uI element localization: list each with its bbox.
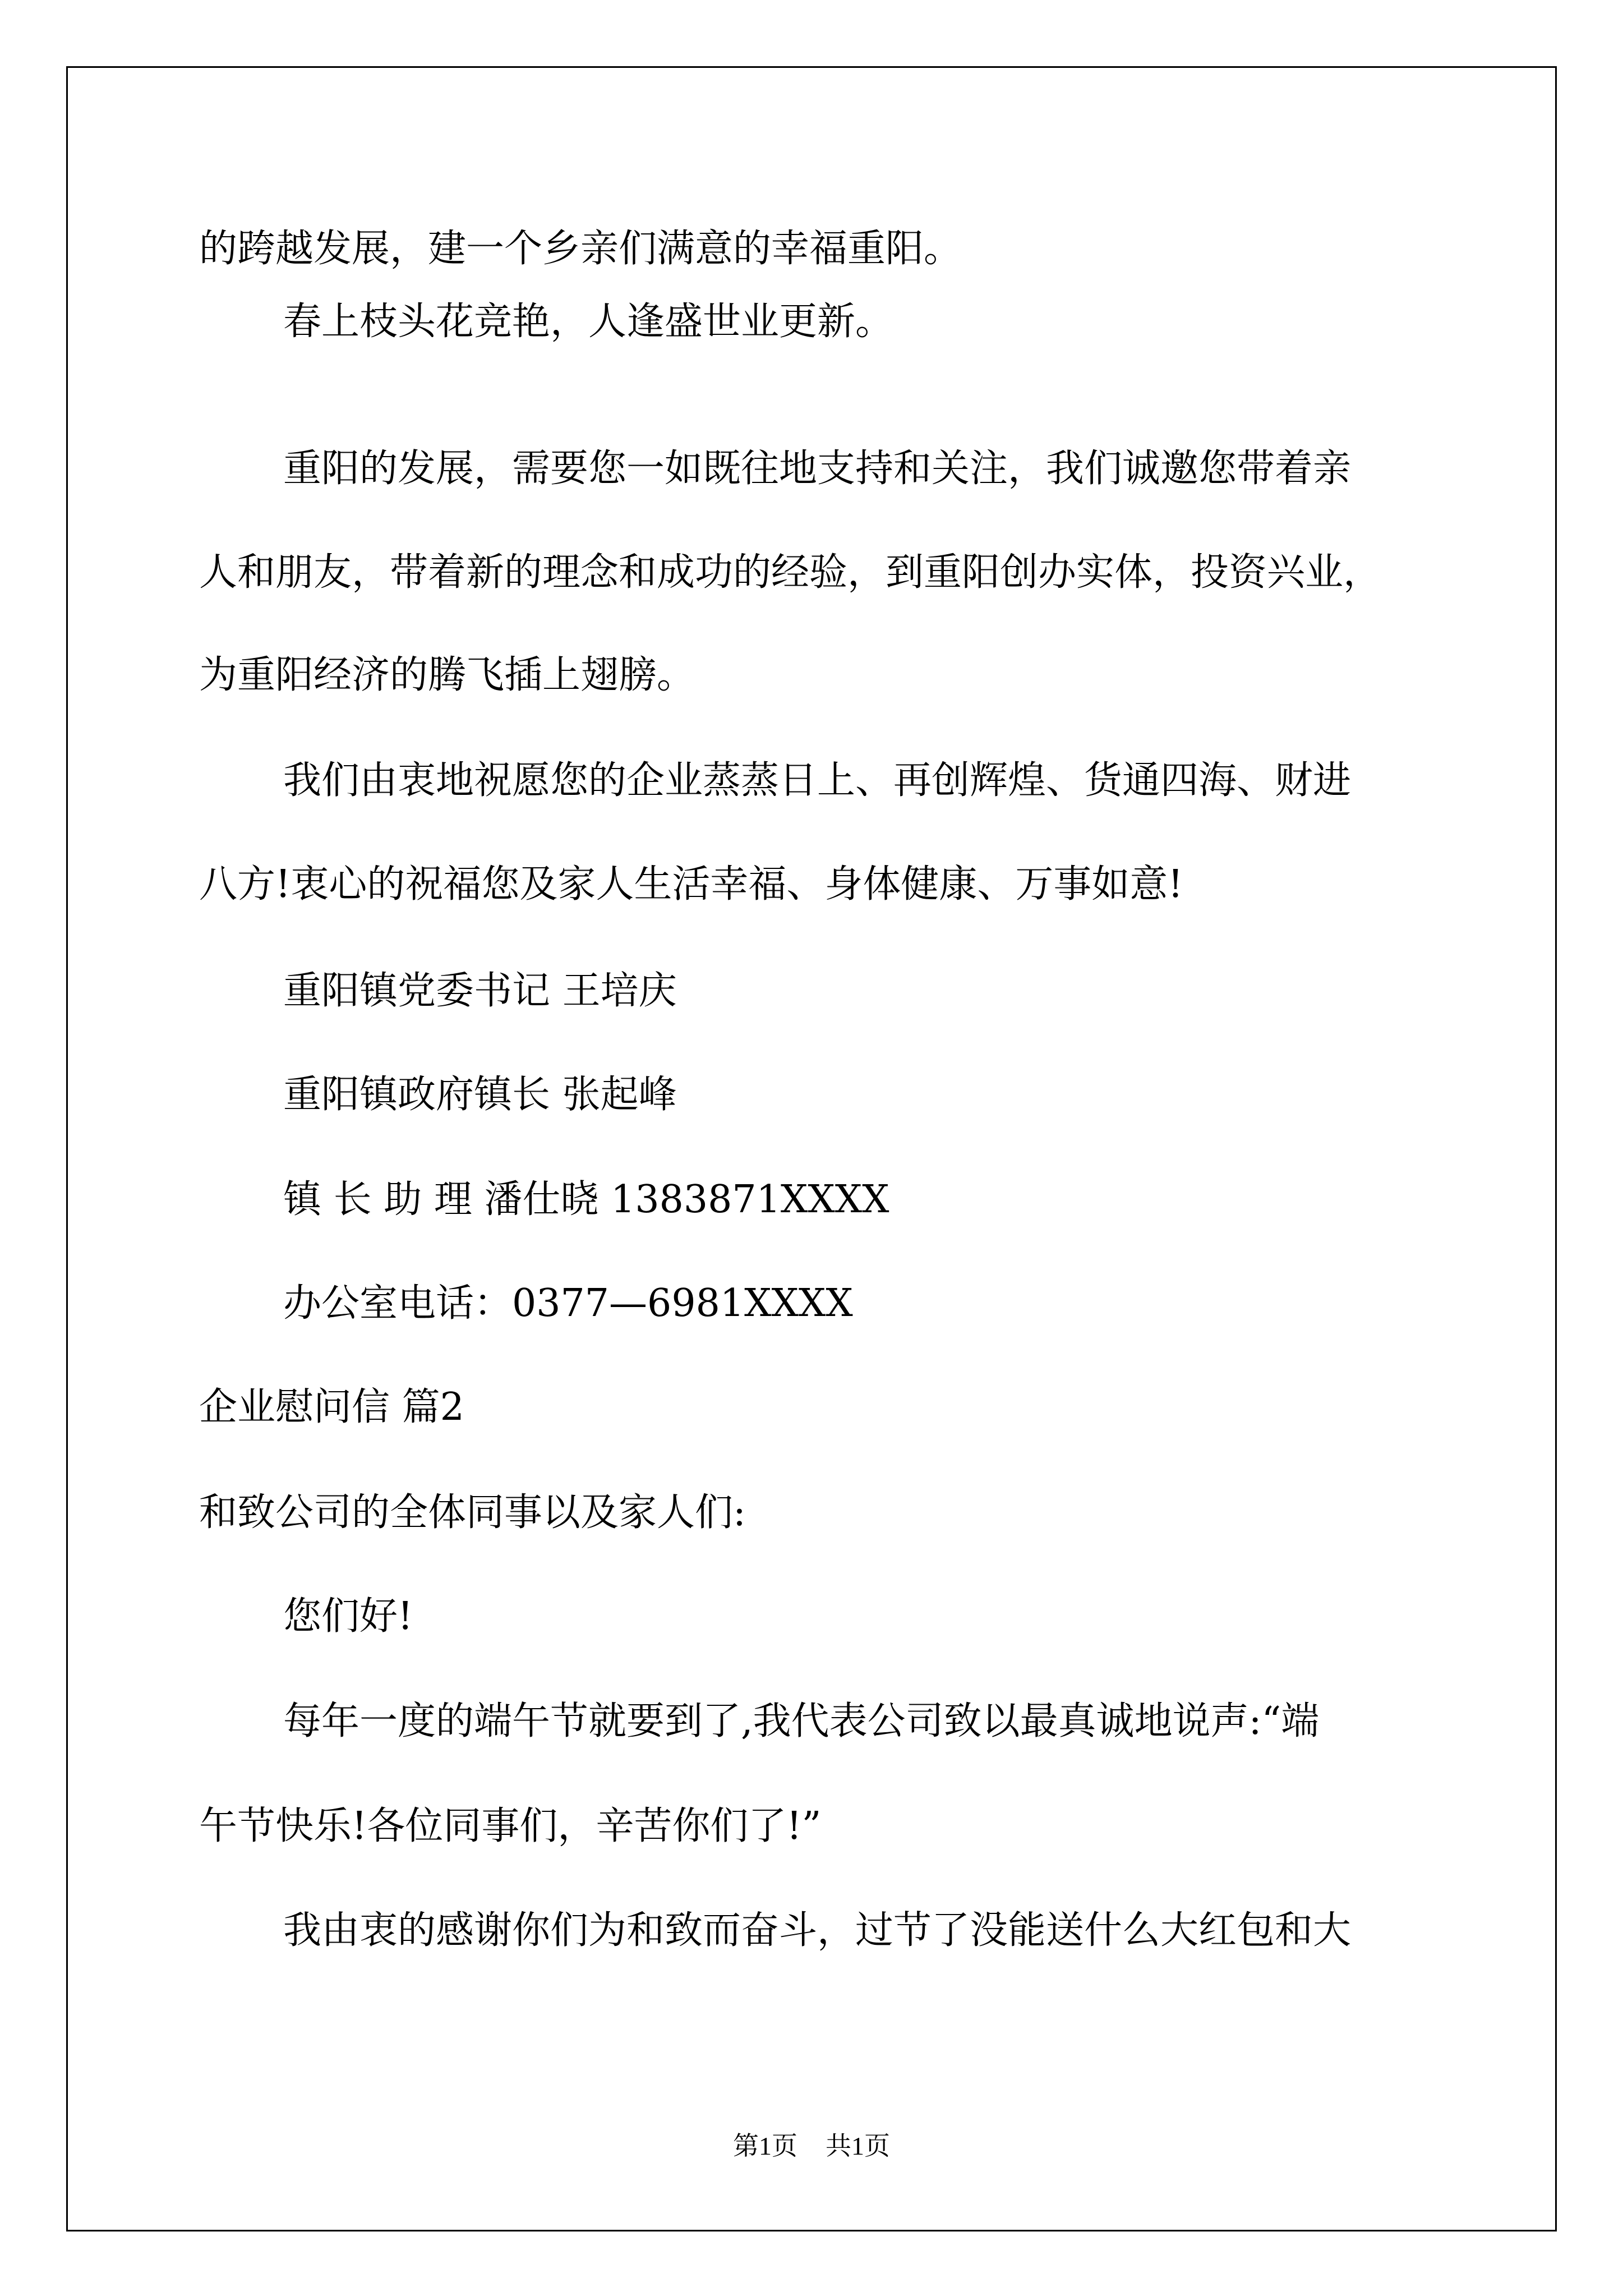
page-border	[66, 66, 1557, 2231]
paragraph-line: 八方!衷心的祝福您及家人生活幸福、身体健康、万事如意!	[199, 862, 1183, 907]
page-total: 共1页	[826, 2132, 890, 2160]
page-number: 第1页	[733, 2132, 797, 2160]
paragraph-line: 我由衷的感谢你们为和致而奋斗，过节了没能送什么大红包和大	[283, 1908, 1352, 1953]
paragraph-line: 的跨越发展，建一个乡亲们满意的幸福重阳。	[199, 227, 962, 271]
office-phone: 办公室电话：0377—6981XXXX	[283, 1281, 853, 1326]
greeting: 您们好!	[283, 1594, 413, 1639]
signature-party-secretary: 重阳镇党委书记 王培庆	[283, 969, 677, 1013]
paragraph-line: 春上枝头花竞艳，人逢盛世业更新。	[283, 300, 894, 344]
section-heading: 企业慰问信 篇2	[199, 1385, 464, 1429]
paragraph-line: 午节快乐!各位同事们，辛苦你们了!”	[199, 1804, 822, 1848]
signature-mayor: 重阳镇政府镇长 张起峰	[283, 1073, 677, 1117]
paragraph-line: 重阳的发展，需要您一如既往地支持和关注，我们诚邀您带着亲	[283, 447, 1352, 491]
paragraph-line: 我们由衷地祝愿您的企业蒸蒸日上、再创辉煌、货通四海、财进	[283, 758, 1352, 803]
paragraph-line: 每年一度的端午节就要到了,我代表公司致以最真诚地说声:“端	[283, 1699, 1320, 1743]
salutation: 和致公司的全体同事以及家人们:	[199, 1490, 746, 1535]
page-footer	[0, 2133, 1623, 2159]
paragraph-line: 为重阳经济的腾飞插上翅膀。	[199, 653, 695, 697]
signature-assistant: 镇 长 助 理 潘仕晓 1383871XXXX	[283, 1177, 889, 1222]
paragraph-line: 人和朋友，带着新的理念和成功的经验，到重阳创办实体，投资兴业，	[199, 550, 1382, 595]
